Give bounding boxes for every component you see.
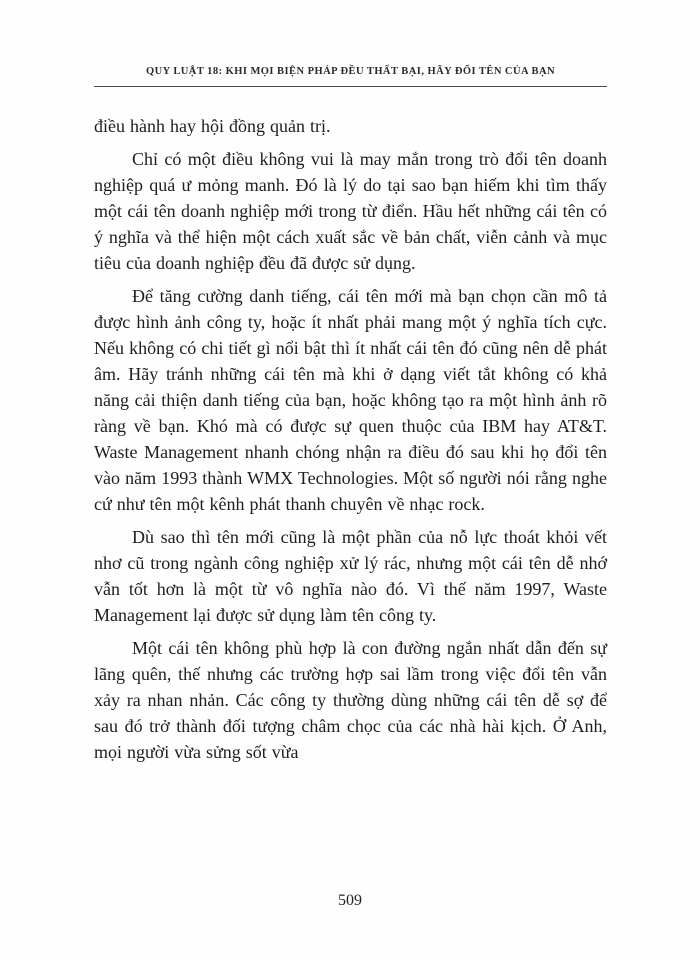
- paragraph: Để tăng cường danh tiếng, cái tên mới mà bạn chọn cần mô tả được hình ảnh công ty, hoặc ít nhất phải mang một ý nghĩa tích cực. Nếu không có chi tiết gì nổi bật thì ít nhất cái tên đó cũng nên dễ phát âm. Hãy tránh những cái tên mà khi ở dạng viết tắt không có khả năng cải thiện danh tiếng của bạn, hoặc không tạo ra một hình ảnh rõ ràng về bạn. Khó mà có được sự quen thuộc của IBM hay AT&T. Waste Management nhanh chóng nhận ra điều đó sau khi họ đổi tên vào năm 1993 thành WMX Technologies. Một số người nói rằng nghe cứ như tên một kênh phát thanh chuyên về nhạc rock.: [94, 286, 607, 514]
- chapter-title: QUY LUẬT 18: KHI MỌI BIỆN PHÁP ĐỀU THẤT BẠI, HÃY ĐỔI TÊN CỦA BẠN: [145, 66, 556, 77]
- paragraph: Chỉ có một điều không vui là may mắn trong trò đổi tên doanh nghiệp quá ư mỏng manh. Đó là lý do tại sao bạn hiếm khi tìm thấy một cái tên doanh nghiệp mới trong từ điển. Hầu hết những cái tên có ý nghĩa và thể hiện một cách xuất sắc về bản chất, viễn cảnh và mục tiêu của doanh nghiệp đều đã được sử dụng.: [94, 149, 607, 273]
- paragraph: Một cái tên không phù hợp là con đường ngắn nhất dẫn đến sự lãng quên, thế nhưng các trường hợp sai lầm trong việc đổi tên vẫn xảy ra nhan nhản. Các công ty thường dùng những cái tên dễ sợ để sau đó trở thành đối tượng châm chọc của các nhà hài kịch. Ở Anh, mọi người vừa sửng sốt vừa: [94, 638, 607, 762]
- page-body: [94, 113, 607, 772]
- paragraph-continuation: điều hành hay hội đồng quản trị.: [94, 116, 331, 136]
- page-footer: [0, 892, 700, 910]
- page-number: 509: [338, 892, 362, 909]
- paragraph: Dù sao thì tên mới cũng là một phần của nỗ lực thoát khỏi vết nhơ cũ trong ngành công nghiệp xử lý rác, nhưng một cái tên dễ nhớ vẫn tốt hơn là một từ vô nghĩa nào đó. Vì thế năm 1997, Waste Management lại được sử dụng làm tên công ty.: [94, 527, 607, 625]
- running-header: [94, 66, 607, 87]
